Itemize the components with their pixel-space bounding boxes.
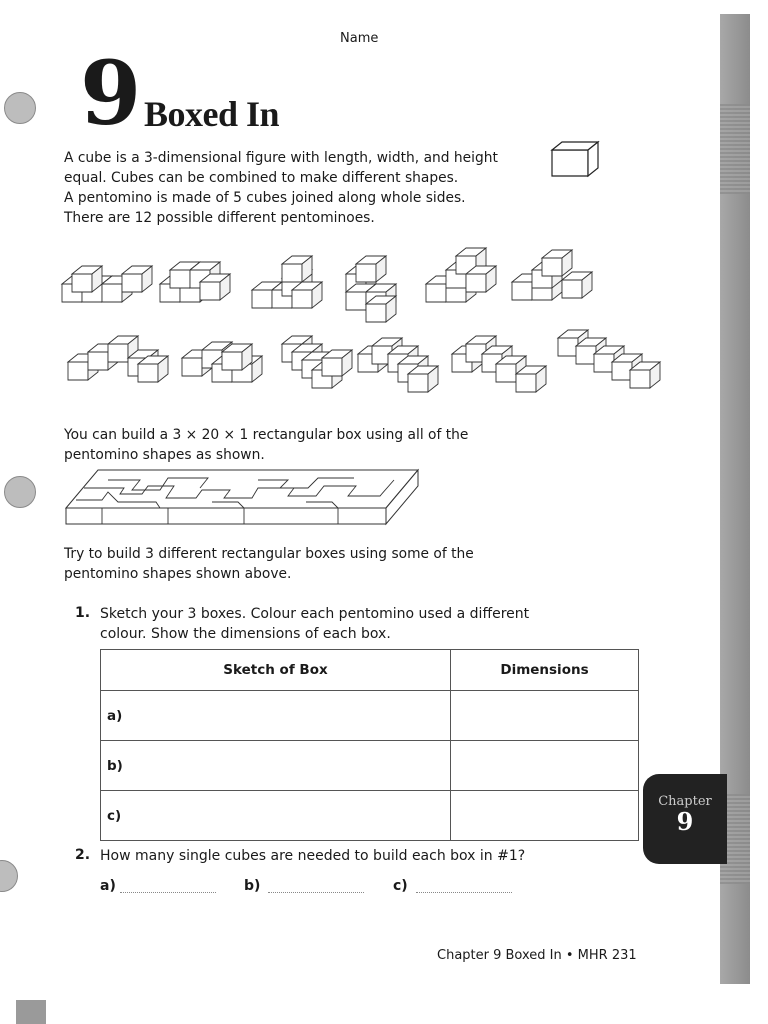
question-2-text: How many single cubes are needed to build each box in #1? (100, 848, 526, 864)
sketch-column-header: Sketch of Box (101, 650, 451, 691)
pentomino-shape (512, 250, 592, 300)
intro-line: A cube is a 3-dimensional figure with length, width, and height (64, 150, 498, 166)
dimensions-cell[interactable] (451, 791, 639, 841)
pentomino-shape (62, 266, 152, 302)
pentomino-shape (282, 336, 352, 388)
pentomino-set-figure (56, 246, 676, 406)
intro-paragraph (64, 148, 498, 228)
question-1-number: 1. (75, 605, 91, 621)
name-label: Name (340, 31, 379, 46)
intro-line: equal. Cubes can be combined to make different shapes. (64, 170, 459, 186)
scan-corner-mark (16, 1000, 46, 1024)
chapter-side-tab (643, 774, 727, 864)
intro-line: A pentomino is made of 5 cubes joined along whole sides. (64, 190, 466, 206)
dimensions-column-header: Dimensions (451, 650, 639, 691)
pentomino-shape (252, 256, 322, 308)
dimensions-cell[interactable] (451, 691, 639, 741)
answer-label-c: c) (393, 878, 408, 894)
dimensions-cell[interactable] (451, 741, 639, 791)
table-row (101, 691, 639, 741)
question-1-line: Sketch your 3 boxes. Colour each pentomino used a different (100, 606, 530, 622)
binder-hole (4, 476, 36, 508)
single-cube-icon (548, 138, 604, 180)
pentomino-shape (182, 342, 262, 382)
sketch-cell[interactable]: a) (101, 691, 451, 741)
rectangular-box-figure (62, 462, 424, 528)
pentomino-shape (68, 336, 168, 382)
answer-label-a: a) (100, 878, 116, 894)
answer-blank-b[interactable] (268, 892, 364, 893)
pentomino-shape (358, 338, 438, 392)
binder-hole (0, 860, 18, 892)
answer-blank-c[interactable] (416, 892, 512, 893)
question-2-number: 2. (75, 847, 91, 863)
question-1-line: colour. Show the dimensions of each box. (100, 626, 391, 642)
pentomino-shape (160, 262, 230, 302)
sketch-table (100, 649, 639, 841)
try-paragraph (64, 544, 474, 584)
sketch-cell[interactable]: b) (101, 741, 451, 791)
side-tab-number: 9 (676, 807, 694, 836)
chapter-title: Boxed In (144, 94, 280, 134)
question-1-text (100, 604, 529, 644)
table-row (101, 791, 639, 841)
side-tab-label: Chapter (658, 794, 712, 809)
pentomino-shape (346, 256, 396, 322)
page-footer: Chapter 9 Boxed In • MHR 231 (437, 948, 637, 963)
answer-blank-a[interactable] (120, 892, 216, 893)
box-line: You can build a 3 × 20 × 1 rectangular box using all of the (64, 427, 469, 443)
pentomino-shape (558, 330, 660, 388)
pentomino-shape (452, 336, 546, 392)
box-line: pentomino shapes as shown. (64, 447, 265, 463)
answer-label-b: b) (244, 878, 261, 894)
table-row (101, 741, 639, 791)
try-line: Try to build 3 different rectangular boxes using some of the (64, 546, 474, 562)
pentomino-shape (426, 248, 496, 302)
binder-hole (4, 92, 36, 124)
try-line: pentomino shapes shown above. (64, 566, 292, 582)
box-paragraph (64, 425, 468, 465)
chapter-number: 9 (80, 41, 140, 145)
sketch-cell[interactable]: c) (101, 791, 451, 841)
intro-line: There are 12 possible different pentominoes. (64, 210, 375, 226)
